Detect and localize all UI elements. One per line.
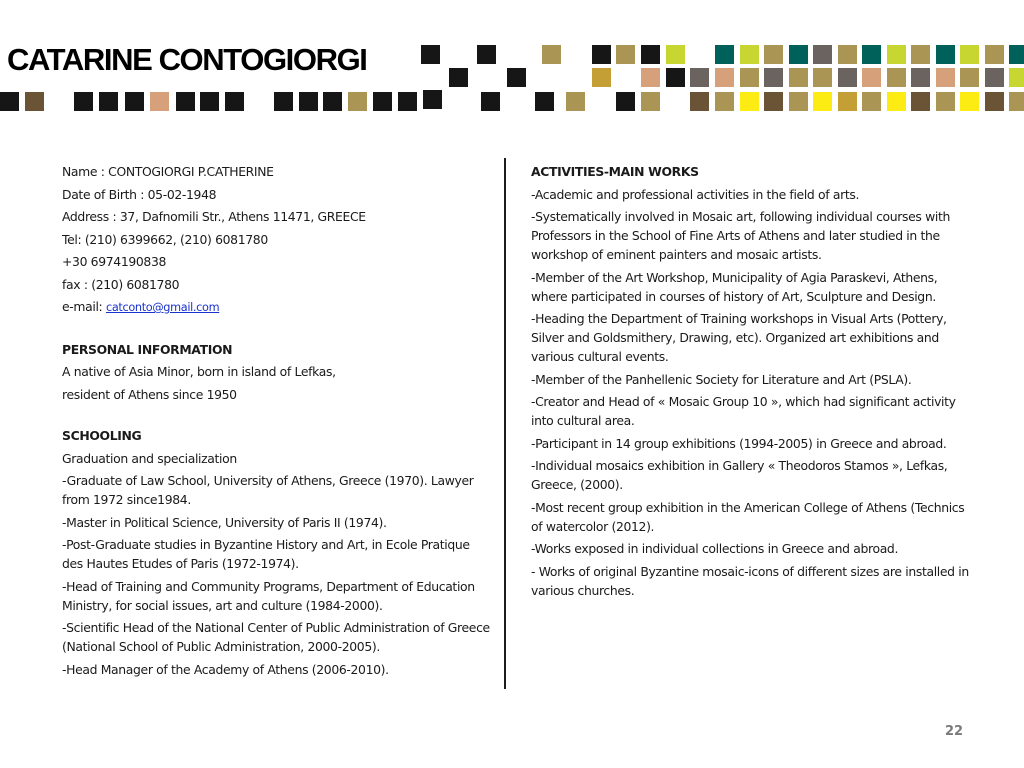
mosaic-tile: [477, 45, 496, 64]
activity-item: -Works exposed in individual collections in Greece and abroad.: [531, 541, 899, 556]
mosaic-tile: [225, 92, 244, 111]
mosaic-tile: [715, 68, 734, 87]
schooling-item: -Post-Graduate studies in Byzantine History and Art, in Ecole Pratique des Hautes Etudes of Paris (1972-1974).: [62, 537, 470, 571]
mosaic-tile: [862, 68, 881, 87]
mosaic-tile: [887, 92, 906, 111]
mosaic-tile: [449, 68, 468, 87]
mosaic-tile: [985, 68, 1004, 87]
mosaic-tile: [911, 45, 930, 64]
activity-item: -Heading the Department of Training workshops in Visual Arts (Pottery, Silver and Goldsmithery, Drawing, etc). Organized art exhibitions and various cultural events.: [531, 311, 947, 364]
mosaic-tile: [764, 68, 783, 87]
activity-item: - Works of original Byzantine mosaic-icons of different sizes are installed in various churches.: [531, 563, 969, 598]
mosaic-tile: [887, 45, 906, 64]
mosaic-tile: [423, 90, 442, 109]
schooling-item: -Head Manager of the Academy of Athens (2006-2010).: [62, 661, 389, 677]
contact-fax: fax : (210) 6081780: [62, 276, 180, 292]
spacer: [62, 321, 492, 340]
mosaic-tile: [936, 68, 955, 87]
mosaic-tile: [74, 92, 93, 111]
mosaic-tile: [764, 45, 783, 64]
mosaic-tile: [740, 68, 759, 87]
mosaic-tile: [715, 92, 734, 111]
contact-tel: Tel: (210) 6399662, (210) 6081780: [62, 231, 268, 247]
mosaic-tile: [641, 68, 660, 87]
personal-line: resident of Athens since 1950: [62, 386, 237, 402]
mosaic-tile: [1009, 68, 1024, 87]
mosaic-tile: [99, 92, 118, 111]
mosaic-tile: [641, 92, 660, 111]
mosaic-tile: [887, 68, 906, 87]
schooling-item: -Scientific Head of the National Center of Public Administration of Greece (National School of Public Administration, 2000-2005).: [62, 620, 490, 654]
mosaic-tile: [911, 68, 930, 87]
mosaic-tile: [616, 45, 635, 64]
mosaic-tile: [566, 92, 585, 111]
mosaic-tile: [200, 92, 219, 111]
personal-information-heading: PERSONAL INFORMATION: [62, 341, 233, 357]
mosaic-tile: [481, 92, 500, 111]
mosaic-tile: [838, 92, 857, 111]
mosaic-tile: [0, 92, 19, 111]
mosaic-tile: [960, 45, 979, 64]
mosaic-tile: [666, 68, 685, 87]
contact-dob: Date of Birth : 05-02-1948: [62, 186, 217, 202]
activity-item: -Member of the Panhellenic Society for Literature and Art (PSLA).: [531, 371, 912, 387]
mosaic-tile: [813, 45, 832, 64]
mosaic-tile: [1009, 92, 1024, 111]
mosaic-tile: [690, 68, 709, 87]
mosaic-tile: [666, 45, 685, 64]
mosaic-tile: [150, 92, 169, 111]
mosaic-tile: [862, 45, 881, 64]
mosaic-tile: [764, 92, 783, 111]
mosaic-tile: [507, 68, 526, 87]
personal-line: A native of Asia Minor, born in island of Lefkas,: [62, 364, 336, 379]
mosaic-tile: [813, 92, 832, 111]
mosaic-tile: [985, 45, 1004, 64]
mosaic-tile: [373, 92, 392, 111]
mosaic-tile: [592, 45, 611, 64]
contact-name: Name : CONTOGIORGI P.CATHERINE: [62, 164, 274, 179]
page-number: 22: [945, 724, 964, 739]
schooling-item: -Graduate of Law School, University of Athens, Greece (1970). Lawyer from 1972 since1984.: [62, 473, 474, 507]
activity-item: -Academic and professional activities in the field of arts.: [531, 186, 860, 202]
mosaic-tile: [1009, 45, 1024, 64]
schooling-item: -Head of Training and Community Programs, Department of Education Ministry, for social issues, art and culture (1984-2000).: [62, 578, 475, 613]
left-column: [62, 162, 492, 682]
mosaic-tile: [542, 45, 561, 64]
mosaic-tile: [985, 92, 1004, 111]
mosaic-tile: [641, 45, 660, 64]
activity-item: -Participant in 14 group exhibitions (1994-2005) in Greece and abroad.: [531, 435, 947, 451]
mosaic-tile: [299, 92, 318, 111]
mosaic-tile: [936, 45, 955, 64]
activity-item: -Systematically involved in Mosaic art, following individual courses with Professors in the School of Fine Arts of Athens and later studied in the workshop of eminent painters and mosaic artists.: [531, 209, 950, 262]
spacer: [62, 407, 492, 426]
mosaic-tile: [323, 92, 342, 111]
email-label: e-mail:: [62, 299, 106, 314]
mosaic-tile: [789, 68, 808, 87]
mosaic-tile: [813, 68, 832, 87]
mosaic-tile: [838, 68, 857, 87]
mosaic-tile: [911, 92, 930, 111]
mosaic-tile: [715, 45, 734, 64]
schooling-item: Graduation and specialization: [62, 450, 237, 466]
contact-email-line: [62, 297, 492, 317]
mosaic-tile: [740, 45, 759, 64]
email-link[interactable]: catconto@gmail.com: [105, 301, 220, 314]
mosaic-tile: [936, 92, 955, 111]
mosaic-tile: [960, 92, 979, 111]
mosaic-tile: [535, 92, 554, 111]
activities-heading: ACTIVITIES-MAIN WORKS: [531, 164, 699, 179]
contact-address: Address : 37, Dafnomili Str., Athens 11471, GREECE: [62, 209, 366, 224]
mosaic-tile: [398, 92, 417, 111]
mosaic-tile: [616, 92, 635, 111]
contact-mobile: +30 6974190838: [62, 254, 167, 269]
schooling-heading: SCHOOLING: [62, 428, 142, 443]
mosaic-tile: [421, 45, 440, 64]
mosaic-tile: [25, 92, 44, 111]
mosaic-tile: [274, 92, 293, 111]
schooling-item: -Master in Political Science, University of Paris II (1974).: [62, 514, 387, 530]
activity-item: -Member of the Art Workshop, Municipality of Agia Paraskevi, Athens, where participated in courses of history of Art, Sculpture and Design.: [531, 269, 938, 304]
mosaic-tile: [125, 92, 144, 111]
right-column: [531, 162, 971, 603]
mosaic-tile: [592, 68, 611, 87]
mosaic-tile: [789, 92, 808, 111]
mosaic-tile: [348, 92, 367, 111]
mosaic-tile: [960, 68, 979, 87]
activity-item: -Most recent group exhibition in the American College of Athens (Technics of watercolor (2012).: [531, 499, 965, 534]
mosaic-tile: [862, 92, 881, 111]
mosaic-tile: [838, 45, 857, 64]
column-divider: [504, 158, 506, 689]
activity-item: -Creator and Head of « Mosaic Group 10 », which had significant activity into cultural area.: [531, 394, 956, 428]
mosaic-tile: [690, 92, 709, 111]
activity-item: -Individual mosaics exhibition in Gallery « Theodoros Stamos », Lefkas, Greece, (2000).: [531, 458, 948, 492]
page-title: CATARINE CONTOGIORGI: [7, 42, 367, 77]
mosaic-tile: [789, 45, 808, 64]
mosaic-tile: [176, 92, 195, 111]
mosaic-tile: [740, 92, 759, 111]
